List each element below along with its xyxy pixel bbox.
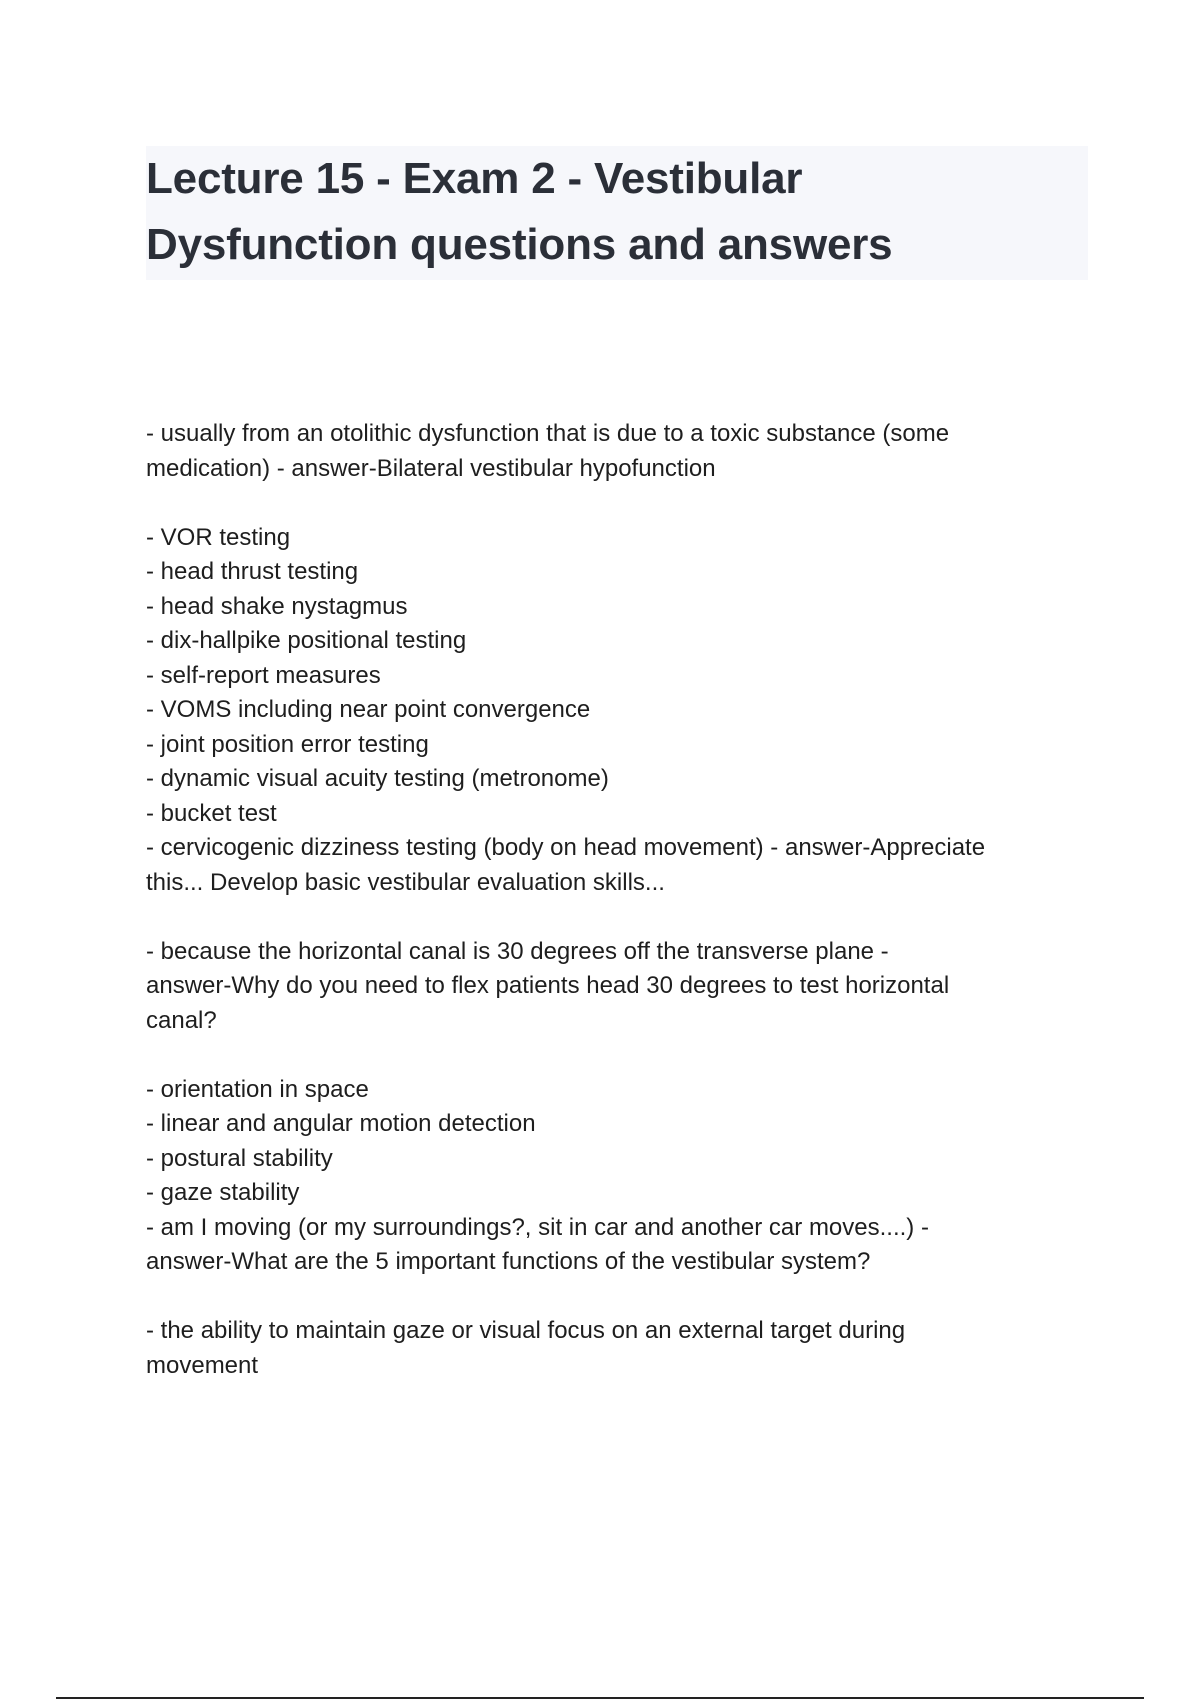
text-line: - am I moving (or my surroundings?, sit in car and another car moves....) -	[146, 1213, 929, 1241]
text-line: - cervicogenic dizziness testing (body on head movement) - answer-Appreciate	[146, 834, 986, 861]
text-line: - usually from an otolithic dysfunction that is due to a toxic substance (some	[146, 420, 950, 447]
document-title	[146, 146, 1088, 278]
text-line: - gaze stability	[146, 1179, 300, 1206]
text-line: - joint position error testing	[146, 730, 429, 758]
qa-entry	[146, 935, 1086, 1039]
title-banner	[146, 146, 1088, 280]
text-line: - the ability to maintain gaze or visual focus on an external target during	[146, 1317, 906, 1344]
text-line: - bucket test	[146, 799, 277, 827]
qa-entry	[146, 521, 1086, 901]
text-line: - self-report measures	[146, 661, 381, 689]
document-body	[146, 417, 1086, 1418]
text-line: - head thrust testing	[146, 558, 359, 585]
text-line: answer-What are the 5 important functions of the vestibular system?	[146, 1248, 871, 1275]
title-line: Lecture 15 - Exam 2 - Vestibular	[146, 154, 803, 203]
text-line: canal?	[146, 1006, 217, 1034]
text-line: - postural stability	[146, 1144, 333, 1172]
text-line: - orientation in space	[146, 1075, 369, 1103]
text-line: medication) - answer-Bilateral vestibular hypofunction	[146, 454, 716, 482]
text-line: answer-Why do you need to flex patients head 30 degrees to test horizontal	[146, 972, 950, 999]
footer-divider	[56, 1697, 1144, 1699]
text-line: - linear and angular motion detection	[146, 1110, 536, 1137]
text-line: movement	[146, 1351, 259, 1379]
qa-entry	[146, 1314, 1086, 1383]
text-line: - head shake nystagmus	[146, 592, 408, 620]
text-line: - because the horizontal canal is 30 degrees off the transverse plane -	[146, 937, 889, 965]
text-line: - VOR testing	[146, 523, 291, 551]
text-line: - VOMS including near point convergence	[146, 696, 591, 723]
text-line: - dix-hallpike positional testing	[146, 627, 467, 654]
text-line: this... Develop basic vestibular evaluation skills...	[146, 868, 665, 896]
qa-entry	[146, 417, 1086, 486]
qa-entry	[146, 1073, 1086, 1280]
text-line: - dynamic visual acuity testing (metronome)	[146, 765, 609, 792]
title-line: Dysfunction questions and answers	[146, 220, 893, 269]
